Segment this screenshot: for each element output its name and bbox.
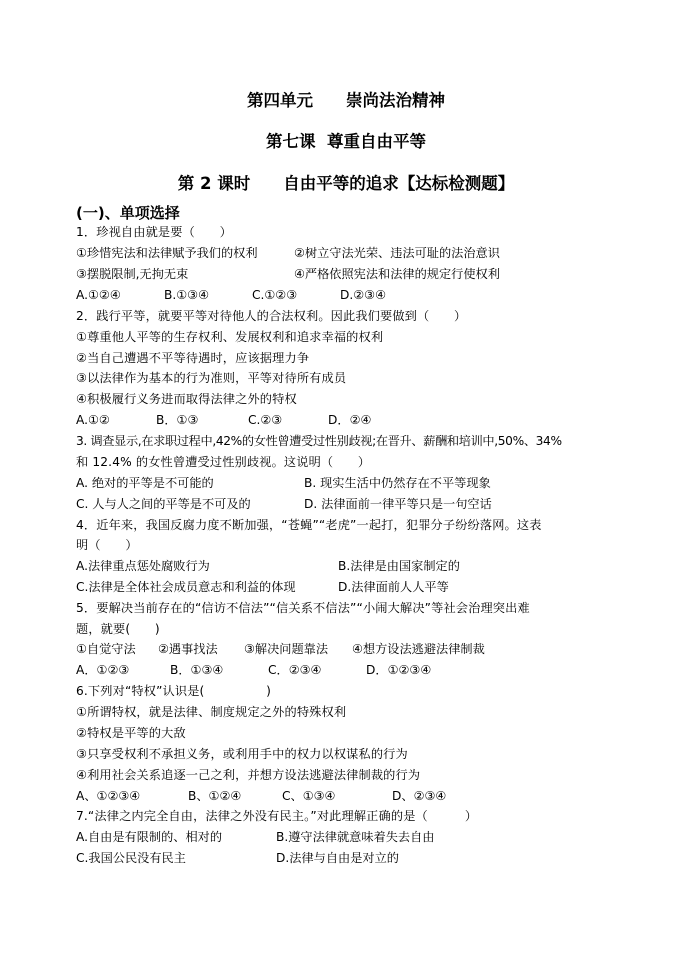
q2-statement-4: ④积极履行义务进而取得法律之外的特权 (76, 392, 297, 406)
q7-choice-d: D.法律与自由是对立的 (276, 851, 399, 865)
q5-statement-4: ④想方设法逃避法律制裁 (352, 642, 485, 656)
period-title: 第 2 课时 自由平等的追求【达标检测题】 (177, 174, 515, 193)
q6-choice-c: C、①③④ (282, 789, 336, 803)
lesson-title: 第七课 尊重自由平等 (266, 132, 426, 151)
unit-title: 第四单元 崇尚法治精神 (247, 91, 445, 110)
q6-statement-3: ③只享受权利不承担义务，或利用手中的权力以权谋私的行为 (76, 747, 408, 761)
q4-choice-c: C.法律是全体社会成员意志和利益的体现 (76, 580, 296, 594)
q5-statement-1: ①自觉守法 (76, 642, 136, 656)
q6-choice-a: A、①②③④ (76, 789, 141, 803)
q2-choice-b: B．①③ (156, 413, 199, 427)
q1-statement-1: ①珍惜宪法和法律赋予我们的权利 (76, 246, 258, 260)
section-heading: (一)、单项选择 (76, 204, 180, 222)
q3-choice-c: C. 人与人之间的平等是不可及的 (76, 497, 251, 511)
q4-choice-b: B.法律是由国家制定的 (338, 559, 460, 573)
q1-statement-3: ③摆脱限制,无拘无束 (76, 267, 189, 281)
q1-choice-c: C.①②③ (252, 288, 298, 302)
q2-choice-d: D．②④ (328, 413, 372, 427)
q1-statement-4: ④严格依照宪法和法律的规定行使权利 (294, 267, 500, 281)
q3-choice-d: D. 法律面前一律平等只是一句空话 (304, 497, 492, 511)
q6-statement-1: ①所谓特权，就是法律、制度规定之外的特殊权利 (76, 705, 347, 719)
q3-stem-line-2: 和 12.4% 的女性曾遭受过性别歧视。这说明（ ） (76, 455, 371, 469)
q1-choice-a: A.①②④ (76, 288, 121, 302)
q6-choice-d: D、②③④ (392, 789, 447, 803)
q7-choice-b: B.遵守法律就意味着失去自由 (276, 830, 435, 844)
q2-stem: 2．践行平等，就要平等对待他人的合法权利。因此我们要做到（ ） (76, 309, 467, 323)
q1-statement-2: ②树立守法光荣、违法可耻的法治意识 (294, 246, 500, 260)
q7-stem: 7.“法律之内完全自由，法律之外没有民主。”对此理解正确的是（ ） (76, 809, 478, 823)
q6-choice-b: B、①②④ (188, 789, 242, 803)
q5-statement-2: ②遇事找法 (158, 642, 218, 656)
q4-choice-d: D.法律面前人人平等 (338, 580, 449, 594)
q5-choice-a: A．①②③ (76, 663, 130, 677)
q2-choice-a: A.①② (76, 413, 110, 427)
q5-choice-d: D．①②③④ (366, 663, 432, 677)
q4-stem-line-1: 4．近年来，我国反腐力度不断加强，“苍蝇”“老虎”一起打，犯罪分子纷纷落网。这表 (76, 518, 542, 532)
q6-stem: 6.下列对“特权”认识是( ) (76, 684, 272, 698)
q5-statement-3: ③解决问题靠法 (244, 642, 329, 656)
q1-stem: 1．珍视自由就是要（ ） (76, 225, 232, 239)
q4-stem-line-2: 明（ ） (76, 538, 138, 552)
q1-choice-d: D.②③④ (340, 288, 387, 302)
q2-statement-1: ①尊重他人平等的生存权利、发展权利和追求幸福的权利 (76, 330, 384, 344)
q4-choice-a: A.法律重点惩处腐败行为 (76, 559, 210, 573)
q5-choice-c: C．②③④ (268, 663, 322, 677)
q2-statement-2: ②当自己遭遇不平等待遇时，应该据理力争 (76, 351, 310, 365)
q5-stem-line-1: 5．要解决当前存在的“信访不信法”“信关系不信法”“小闹大解决”等社会治理突出难 (76, 601, 530, 615)
q5-choice-b: B．①③④ (170, 663, 224, 677)
q2-choice-c: C.②③ (248, 413, 283, 427)
q5-stem-line-2: 题，就要( ) (76, 622, 160, 636)
q3-stem-line-1: 3. 调查显示,在求职过程中,42%的女性曾遭受过性别歧视;在晋升、薪酬和培训中,50%、34% (76, 434, 562, 448)
q1-choice-b: B.①③④ (164, 288, 210, 302)
q2-statement-3: ③以法律作为基本的行为准则，平等对待所有成员 (76, 371, 347, 385)
q6-statement-2: ②特权是平等的大敌 (76, 726, 186, 740)
q6-statement-4: ④利用社会关系追逐一己之利，并想方设法逃避法律制裁的行为 (76, 768, 421, 782)
q7-choice-c: C.我国公民没有民主 (76, 851, 186, 865)
q3-choice-a: A. 绝对的平等是不可能的 (76, 476, 214, 490)
q7-choice-a: A.自由是有限制的、相对的 (76, 830, 223, 844)
q3-choice-b: B. 现实生活中仍然存在不平等现象 (304, 476, 491, 490)
